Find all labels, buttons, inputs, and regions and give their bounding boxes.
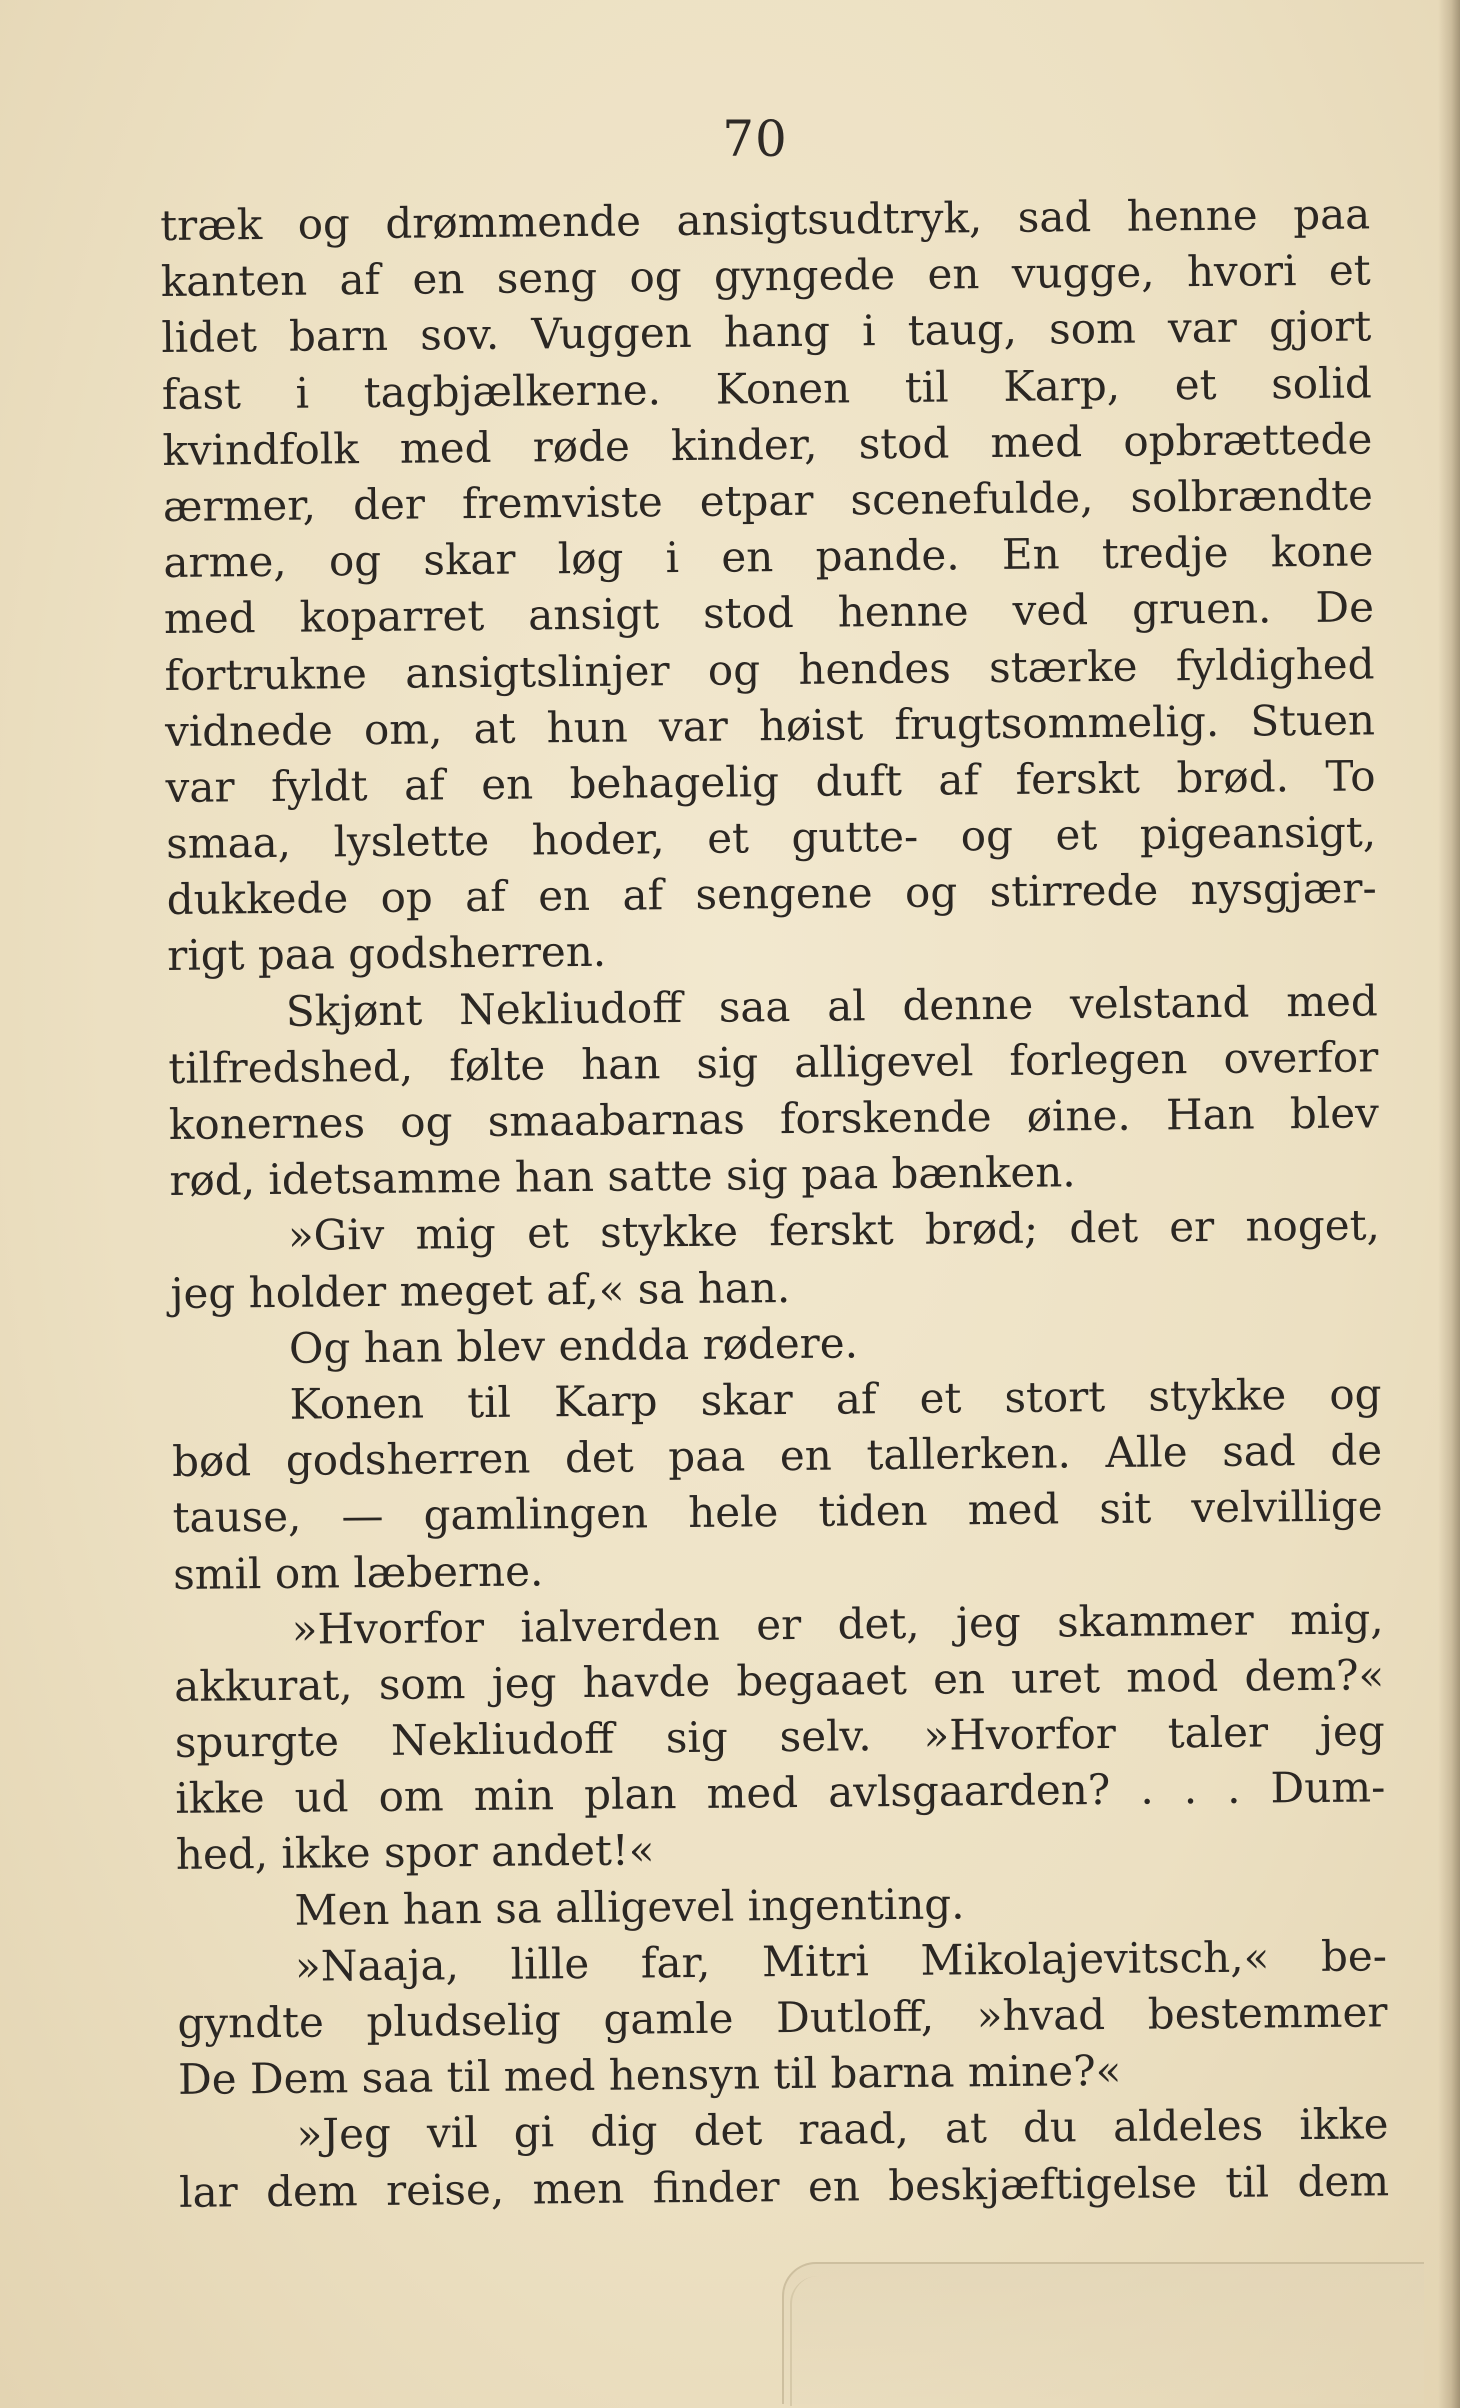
word: pludselig bbox=[366, 1995, 562, 2047]
word: en bbox=[721, 532, 774, 582]
word: smaabarnas bbox=[487, 1094, 746, 1146]
word: behagelig bbox=[569, 756, 780, 808]
word: om, bbox=[363, 704, 443, 754]
word: rigt bbox=[167, 930, 245, 981]
word: Karp bbox=[553, 1376, 658, 1427]
word: vugge, bbox=[1011, 247, 1155, 299]
word: plan bbox=[583, 1769, 677, 1820]
word: Konen bbox=[715, 362, 851, 414]
word: med bbox=[163, 593, 256, 644]
word: at bbox=[473, 703, 516, 753]
word: med bbox=[990, 416, 1083, 467]
word: ansigtslinjer bbox=[405, 645, 670, 698]
word: sig bbox=[665, 1712, 728, 1763]
word: drømmende bbox=[385, 196, 642, 248]
text-line bbox=[177, 1984, 1387, 2052]
word: mine?« bbox=[967, 2046, 1122, 2097]
word: lar bbox=[178, 2166, 238, 2217]
word: dukkede bbox=[166, 873, 349, 925]
text-line bbox=[172, 1479, 1382, 1547]
word: brød; bbox=[924, 1203, 1039, 1255]
word: hed, bbox=[175, 1829, 269, 1880]
word: der bbox=[352, 479, 426, 530]
word: velvillige bbox=[1191, 1481, 1383, 1533]
word: Dutloff, bbox=[775, 1991, 935, 2043]
word: uret bbox=[1010, 1652, 1101, 1703]
word: taler bbox=[1167, 1707, 1269, 1758]
word: var bbox=[1167, 303, 1238, 353]
word: paa bbox=[800, 1149, 879, 1200]
word: han. bbox=[697, 1262, 791, 1313]
word: aldeles bbox=[1112, 2100, 1264, 2152]
word: gi bbox=[513, 2107, 555, 2158]
word: Og bbox=[288, 1322, 351, 1373]
word: og bbox=[297, 199, 351, 249]
word: Han bbox=[1165, 1089, 1255, 1140]
word: kinder, bbox=[670, 419, 818, 470]
word: Mikolajevitsch,« bbox=[920, 1932, 1270, 1985]
word: som bbox=[1048, 304, 1137, 354]
word: og bbox=[960, 810, 1014, 861]
word: med bbox=[503, 2051, 596, 2101]
word: saa bbox=[361, 2052, 434, 2103]
word: . bbox=[1226, 1763, 1241, 1814]
word: skar bbox=[700, 1374, 793, 1425]
word: sov. bbox=[420, 310, 500, 360]
word: tallerken. bbox=[866, 1428, 1072, 1480]
word: kvindfolk bbox=[162, 423, 359, 475]
word: arme, bbox=[163, 536, 287, 588]
word: »Jeg bbox=[296, 2109, 392, 2160]
word: en bbox=[927, 249, 980, 299]
word: var bbox=[165, 762, 235, 812]
word: vidnede bbox=[164, 705, 334, 756]
word: en bbox=[779, 1430, 833, 1481]
word: af bbox=[835, 1374, 877, 1424]
word: be- bbox=[1320, 1931, 1388, 1981]
word: gyndte bbox=[177, 1997, 325, 2048]
word: læberne. bbox=[353, 1545, 544, 1597]
word: sa bbox=[637, 1263, 685, 1314]
word: Dem bbox=[249, 2053, 349, 2104]
word: fyldt bbox=[270, 760, 368, 811]
word: henne bbox=[837, 586, 969, 637]
word: taug, bbox=[907, 305, 1018, 356]
word: gjort bbox=[1268, 301, 1372, 352]
word: seng bbox=[496, 252, 598, 303]
word: selv. bbox=[779, 1711, 872, 1762]
word: Mitri bbox=[761, 1936, 870, 1987]
word: saa bbox=[718, 981, 791, 1032]
word: scenefulde, bbox=[850, 472, 1094, 525]
word: af,« bbox=[546, 1264, 625, 1314]
word: et bbox=[919, 1373, 962, 1423]
word: tause, bbox=[172, 1492, 302, 1543]
word: Karp, bbox=[1003, 360, 1121, 411]
word: »Hvorfor bbox=[923, 1708, 1117, 1760]
word: spor bbox=[383, 1827, 479, 1878]
word: bænken. bbox=[891, 1147, 1076, 1199]
word: er bbox=[755, 1599, 802, 1650]
word: hendes bbox=[798, 642, 951, 694]
word: ansigtsudtryk, bbox=[676, 193, 983, 246]
page-edge-shadow bbox=[1438, 0, 1460, 2408]
word: fortrukne bbox=[164, 648, 368, 700]
word: skammer bbox=[1056, 1595, 1254, 1647]
word: skar bbox=[423, 534, 516, 585]
word: velstand bbox=[1069, 977, 1250, 1028]
word: hoder, bbox=[531, 814, 665, 865]
word: barna bbox=[830, 2047, 955, 2098]
word: var bbox=[658, 701, 729, 751]
word: af bbox=[403, 760, 445, 810]
word: ialverden bbox=[520, 1600, 721, 1652]
word: paa bbox=[668, 1431, 746, 1482]
word: det bbox=[1069, 1203, 1139, 1253]
word: Alle bbox=[1105, 1427, 1188, 1478]
word: kanten bbox=[160, 255, 308, 307]
word: rød, bbox=[169, 1155, 256, 1206]
word: af bbox=[938, 755, 980, 805]
word: stykke bbox=[599, 1206, 739, 1258]
word: ud bbox=[294, 1772, 349, 1823]
word: idetsamme bbox=[268, 1152, 502, 1205]
word: sengene bbox=[695, 868, 873, 920]
word: bestemmer bbox=[1147, 1987, 1388, 2039]
word: og bbox=[629, 252, 682, 302]
word: stykke bbox=[1148, 1370, 1287, 1421]
word: »Hvorfor bbox=[291, 1602, 485, 1654]
word: han bbox=[402, 1883, 483, 1934]
word: til bbox=[904, 362, 949, 412]
word: mig bbox=[415, 1209, 497, 1259]
word: stort bbox=[1004, 1371, 1106, 1422]
word: ingenting. bbox=[747, 1878, 965, 1931]
word: lille bbox=[510, 1938, 590, 1989]
word: paa bbox=[257, 929, 336, 980]
word: sa bbox=[494, 1883, 543, 1933]
word: fast bbox=[161, 368, 242, 419]
word: vil bbox=[426, 2108, 478, 2158]
word: frugtsommelig. bbox=[894, 696, 1220, 749]
word: tagbjælkerne. bbox=[363, 364, 662, 417]
word: finder bbox=[652, 2161, 780, 2212]
word: øine. bbox=[1026, 1090, 1131, 1141]
word: gamle bbox=[603, 1993, 734, 2044]
word: endda bbox=[558, 1319, 690, 1370]
word: havde bbox=[582, 1656, 711, 1707]
word: et bbox=[706, 813, 750, 863]
word: min bbox=[473, 1770, 555, 1821]
word: smil bbox=[172, 1548, 262, 1599]
word: er bbox=[1169, 1202, 1215, 1252]
word: dem bbox=[1297, 2155, 1390, 2206]
word: som bbox=[378, 1659, 466, 1709]
word: og bbox=[328, 536, 382, 586]
word: stod bbox=[702, 588, 794, 639]
word: Konen bbox=[289, 1378, 425, 1429]
word: tilfredshed, bbox=[168, 1041, 414, 1093]
word: barn bbox=[288, 311, 389, 362]
word: godsherren. bbox=[348, 927, 607, 979]
word: dem bbox=[265, 2165, 358, 2216]
text-line bbox=[175, 1703, 1385, 1771]
word: tredje bbox=[1101, 527, 1229, 579]
word: en bbox=[480, 759, 534, 809]
word: med bbox=[706, 1768, 799, 1819]
word: etpar bbox=[699, 475, 814, 526]
word: hensyn bbox=[608, 2049, 761, 2100]
word: i bbox=[295, 368, 310, 418]
word: gruen. bbox=[1131, 583, 1272, 634]
word: . bbox=[1140, 1764, 1154, 1814]
word: ikke bbox=[175, 1773, 265, 1824]
word: meget bbox=[399, 1265, 534, 1316]
word: koparret bbox=[299, 591, 485, 642]
word: pigeansigt, bbox=[1139, 807, 1377, 859]
word: Dum- bbox=[1270, 1762, 1386, 1813]
word: et bbox=[1055, 810, 1098, 860]
word: . bbox=[1183, 1764, 1198, 1814]
word: med bbox=[1285, 975, 1378, 1026]
word: pande. bbox=[815, 530, 960, 581]
word: To bbox=[1325, 751, 1376, 801]
word: holder bbox=[248, 1266, 387, 1317]
library-stamp-inner-outline bbox=[790, 2276, 1432, 2406]
word: henne bbox=[1126, 190, 1258, 241]
word: begaaet bbox=[736, 1654, 908, 1706]
word: brød. bbox=[1176, 752, 1290, 803]
word: forskende bbox=[779, 1092, 992, 1144]
text-line bbox=[178, 2097, 1388, 2165]
word: — bbox=[341, 1491, 384, 1541]
word: De bbox=[177, 2054, 237, 2105]
word: af bbox=[622, 870, 664, 920]
word: og bbox=[707, 644, 761, 695]
word: ikke bbox=[281, 1828, 371, 1879]
word: en bbox=[932, 1654, 986, 1704]
word: al bbox=[826, 980, 866, 1031]
body-text bbox=[160, 186, 1389, 2220]
word: Vuggen bbox=[531, 308, 692, 359]
word: høist bbox=[758, 699, 864, 750]
word: et bbox=[526, 1208, 570, 1258]
word: til bbox=[446, 2052, 491, 2102]
word: ansigt bbox=[527, 589, 660, 640]
word: løg bbox=[557, 533, 624, 584]
word: om bbox=[378, 1771, 444, 1822]
word: sig bbox=[696, 1038, 759, 1088]
word: med bbox=[399, 422, 492, 473]
word: en bbox=[537, 871, 591, 921]
word: gutte- bbox=[791, 811, 919, 863]
word: gamlingen bbox=[423, 1488, 649, 1540]
word: stod bbox=[858, 418, 950, 469]
word: Stuen bbox=[1250, 695, 1376, 746]
word: et bbox=[1174, 359, 1217, 409]
word: denne bbox=[902, 979, 1034, 1030]
word: du bbox=[1022, 2102, 1078, 2153]
word: i bbox=[861, 306, 876, 356]
word: i bbox=[665, 533, 680, 583]
text-line bbox=[170, 1198, 1380, 1266]
word: lyslette bbox=[333, 815, 490, 867]
word: sig bbox=[725, 1150, 789, 1200]
word: sad bbox=[1221, 1426, 1296, 1476]
word: smaa, bbox=[165, 817, 292, 869]
word: om bbox=[274, 1547, 341, 1598]
word: følte bbox=[448, 1040, 546, 1091]
word: sit bbox=[1099, 1483, 1152, 1534]
word: overfor bbox=[1223, 1032, 1379, 1083]
word: det bbox=[564, 1432, 634, 1483]
word: alligevel bbox=[554, 1881, 735, 1932]
word: avlsgaarden? bbox=[827, 1765, 1111, 1817]
word: »Giv bbox=[287, 1210, 385, 1261]
word: Nekliudoff bbox=[390, 1713, 615, 1765]
word: bød bbox=[171, 1436, 252, 1487]
word: rødere. bbox=[702, 1318, 859, 1369]
text-line bbox=[166, 861, 1376, 929]
word: spurgte bbox=[174, 1716, 340, 1767]
word: et bbox=[1328, 245, 1371, 295]
word: satte bbox=[607, 1150, 713, 1201]
word: det bbox=[693, 2105, 763, 2156]
word: De bbox=[1315, 582, 1375, 633]
word: lidet bbox=[161, 312, 258, 363]
word: hang bbox=[723, 306, 831, 357]
word: nysgjær- bbox=[1190, 863, 1377, 915]
word: og bbox=[1329, 1369, 1382, 1419]
word: han bbox=[363, 1322, 444, 1372]
word: ferskt bbox=[769, 1205, 894, 1256]
word: han bbox=[514, 1152, 595, 1202]
word: ikke bbox=[1299, 2099, 1389, 2150]
page-number: 70 bbox=[722, 110, 788, 168]
word: dig bbox=[590, 2106, 658, 2157]
word: en bbox=[412, 254, 465, 304]
word: »Naaja, bbox=[294, 1940, 460, 1991]
word: fremviste bbox=[461, 477, 663, 529]
word: de bbox=[1330, 1425, 1383, 1475]
word: jeg bbox=[1319, 1706, 1386, 1756]
word: konernes bbox=[168, 1098, 366, 1149]
word: jeg bbox=[955, 1597, 1021, 1648]
word: hun bbox=[546, 702, 629, 752]
word: kone bbox=[1270, 526, 1374, 577]
word: af bbox=[464, 871, 507, 922]
word: fyldighed bbox=[1175, 638, 1375, 690]
word: jeg bbox=[170, 1267, 236, 1318]
word: duft bbox=[815, 755, 903, 806]
text-line bbox=[179, 2153, 1389, 2221]
word: far, bbox=[640, 1937, 711, 1988]
word: forlegen bbox=[1009, 1033, 1188, 1085]
word: en bbox=[807, 2160, 861, 2211]
word: godsherren bbox=[285, 1433, 531, 1485]
word: akkurat, bbox=[174, 1660, 353, 1711]
word: træk bbox=[160, 200, 263, 250]
word: sad bbox=[1017, 192, 1092, 242]
word: ærmer, bbox=[162, 480, 317, 531]
word: at bbox=[944, 2103, 988, 2153]
word: og bbox=[400, 1097, 453, 1147]
word: ferskt bbox=[1015, 753, 1141, 804]
word: røde bbox=[532, 421, 631, 472]
word: mig, bbox=[1289, 1594, 1384, 1644]
word: solid bbox=[1270, 357, 1373, 408]
text-line bbox=[168, 973, 1378, 1041]
word: blev bbox=[1289, 1088, 1380, 1139]
word: til bbox=[466, 1377, 512, 1428]
word: paa bbox=[1292, 189, 1371, 240]
word: raad, bbox=[798, 2104, 910, 2155]
word: dem?« bbox=[1244, 1650, 1385, 1701]
word: noget, bbox=[1245, 1200, 1381, 1252]
word: op bbox=[380, 872, 433, 923]
word: Skjønt bbox=[285, 985, 423, 1036]
word: beskjæftigelse bbox=[888, 2157, 1198, 2210]
word: stirrede bbox=[989, 865, 1159, 917]
word: med bbox=[967, 1484, 1060, 1535]
word: til bbox=[1225, 2157, 1270, 2207]
word: mod bbox=[1126, 1651, 1219, 1702]
word: hvori bbox=[1186, 246, 1297, 297]
word: »hvad bbox=[976, 1990, 1106, 2041]
word: og bbox=[904, 867, 958, 918]
word: ved bbox=[1012, 585, 1089, 636]
word: Men bbox=[294, 1884, 390, 1935]
word: hele bbox=[687, 1487, 779, 1538]
word: tiden bbox=[818, 1486, 928, 1537]
word: opbrættede bbox=[1123, 414, 1373, 466]
word: alligevel bbox=[794, 1036, 974, 1087]
word: solbrændte bbox=[1130, 470, 1374, 522]
word: gyngede bbox=[713, 250, 896, 301]
text-line bbox=[171, 1366, 1381, 1434]
word: han bbox=[580, 1039, 661, 1089]
word: til bbox=[773, 2048, 818, 2099]
word: det, bbox=[837, 1598, 920, 1649]
word: af bbox=[339, 255, 381, 305]
word: En bbox=[1001, 529, 1060, 580]
text-line bbox=[169, 1085, 1379, 1153]
word: blev bbox=[455, 1321, 546, 1371]
word: jeg bbox=[491, 1658, 557, 1708]
word: andet!« bbox=[490, 1825, 655, 1877]
word: reise, bbox=[385, 2164, 505, 2215]
word: stærke bbox=[988, 641, 1138, 692]
word: Nekliudoff bbox=[458, 982, 683, 1034]
word: men bbox=[532, 2163, 625, 2214]
